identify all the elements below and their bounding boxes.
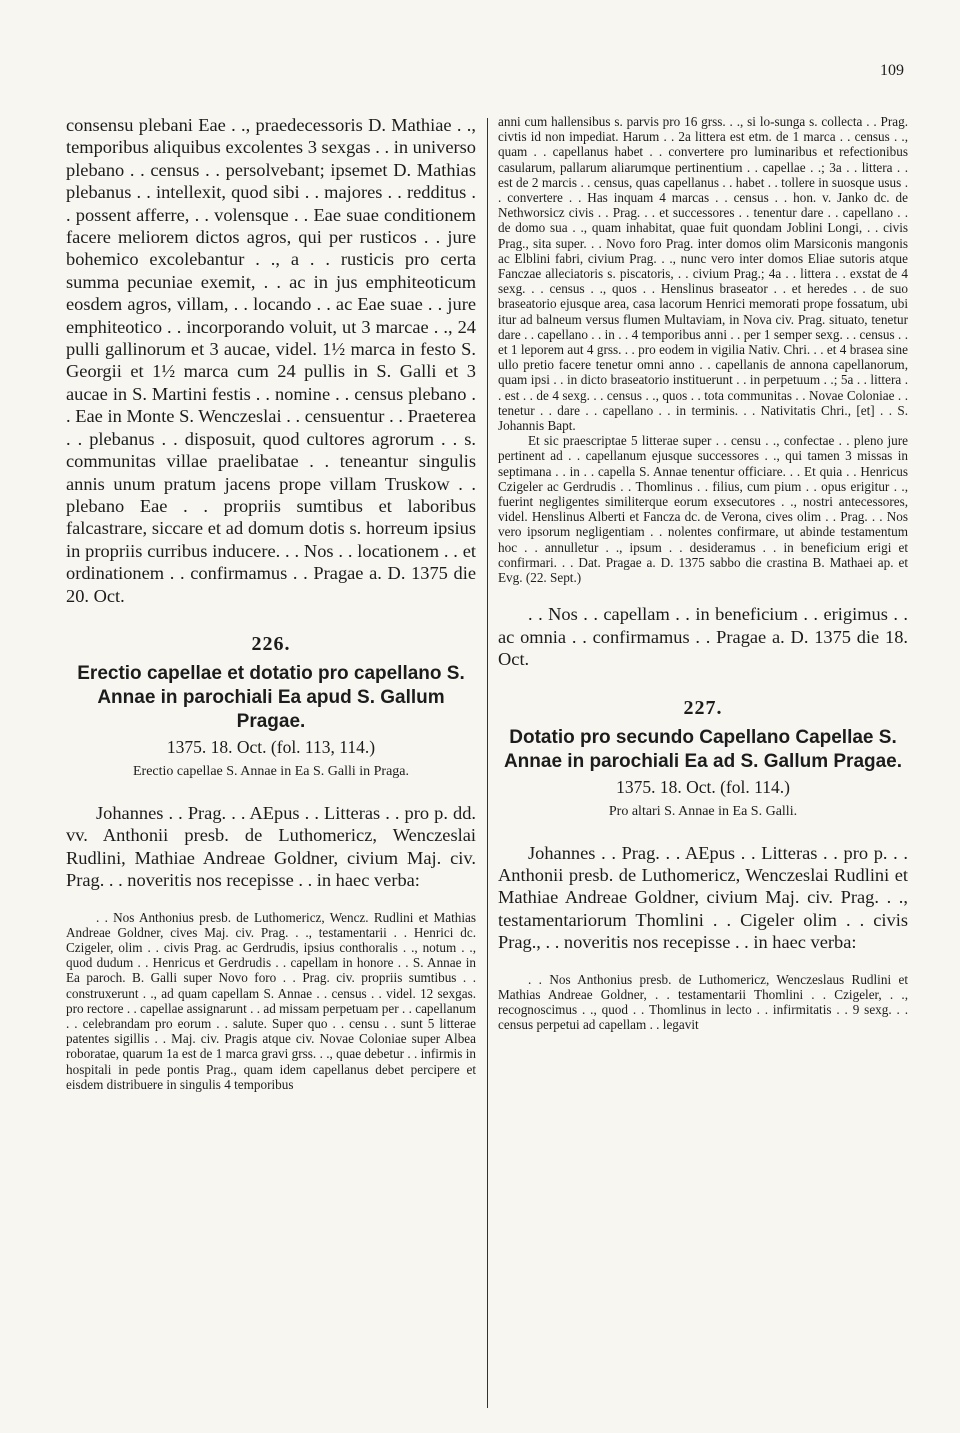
- column-divider: [487, 118, 488, 1408]
- inserted-charter-227: . . Nos Anthonius presb. de Luthomericz, Wenczeslaus Rudlini et Mathias Andreae Goldner, . . testamentarii Thomlini . . Czigeler, . ., recognoscimus . ., quod . . Thomlinus in lecto . . infirmitatis . . 9 sexg. . . census perpetui ad capellam . . legavit: [498, 971, 908, 1033]
- document-number-226: 226.: [251, 632, 291, 655]
- inserted-charter-close: Et sic praescriptae 5 litterae super . . censu . ., confectae . . pleno jure pertinent ad . . capellanum ejusque successores . ., qui tamen 3 missas in septimana . . in . . capella S. Annae tenentur officiare. . . Et quia . . Henricus Czigeler ac Gerdrudis . . Thomlinus . . filius, cum pium . . opus erigitur . ., fuerint negligentes similiterque eorum exsecutores . ., nostri antecessores, videl. Henslinus Alberti et Fancza dc. de Verona, cives olim . . Prag. . . Nos vero ipsorum negligentiam . . nolentes confirmare, ut abinde testamentum hoc . . annulletur . ., ipsum . . desideramus . . in beneficium erigi et confirmari. . . Dat. Pragae a. D. 1375 sabbo die crastina B. Mathaei ap. et Evg. (22. Sept.): [498, 433, 908, 586]
- left-column: [66, 114, 476, 1092]
- document-date-227: 1375. 18. Oct. (fol. 114.): [616, 776, 790, 797]
- right-column: [498, 114, 908, 1032]
- document-heading-227: Dotatio pro secundo Capellano Capellae S. Annae in parochiali Ea ad S. Gallum Pragae.: [503, 726, 903, 772]
- document-regest-227: Pro altari S. Annae in Ea S. Galli.: [608, 803, 798, 819]
- document-heading-226: Erectio capellae et dotatio pro capellano S. Annae in parochiali Ea apud S. Gallum Pragae.: [77, 662, 465, 732]
- document-intro-227: Johannes . . Prag. . . AEpus . . Litteras . . pro p. . . Anthonii presb. de Luthomericz, Wenczeslai Rudlini et Mathiae Andreae Goldner, civium Maj. civ. Prag. . ., testamentariorum Thomlini . . Cigeler olim . . civis Prag., . . noveritis nos recepisse . . in haec verba:: [498, 842, 908, 953]
- confirmation-text: . . Nos . . capellam . . in beneficium . . erigimus . . ac omnia . . confirmamus . . Pragae a. D. 1375 die 18. Oct.: [498, 604, 908, 670]
- continuation-text: consensu plebani Eae . ., praedecessoris D. Mathiae . ., temporibus aliquibus excolentes 3 sexgas . . in universo plebano . . census . . persolvebant; ipsemet D. Mathias plebanus . . intellexit, quod sibi . . majores . . redditus . . possent afferre, . . volensque . . Eae suae conditionem facere meliorem dictos agros, qui per rusticos . . jure bohemico excolebantur . ., a . . rusticis pro certa summa pecuniae exemit, . . ac in jus emphiteoticum eosdem agros, villam, . . locando . . ac Eae suae . . jure emphiteotico . . incorporando voluit, ut 3 marcae . ., 24 pulli gallinorum et 3 aucae, videl. 1½ marca in festo S. Georgii et 1½ marca cum 24 pullis in S. Galli et 3 aucae in S. Martini festis . . nomine . . census plebano . . Eae in Monte S. Wenczeslai . . censuentur . . Praeterea . . plebanus . . disposuit, quod cultores agrorum . . s. communitas villae praelibatae . . teneantur singulis annis unum pratum jacens prope villam Truskow . . plebano Eae . . propriis sumtibus et laboribus falcastrare, siccare et ad domum dotis s. horreum ipsius in propriis curribus inducere. . . Nos . . locationem . . et ordinationem . . confirmamus . . Pragae a. D. 1375 die 20. Oct.: [66, 115, 476, 606]
- document-regest-226: Erectio capellae S. Annae in Ea S. Galli in Praga.: [132, 763, 410, 779]
- inserted-charter-226: . . Nos Anthonius presb. de Luthomericz, Wencz. Rudlini et Mathias Andreae Goldner, cives Maj. civ. Prag. . ., testamentarii . . Henrici dc. Czigeler, olim . . civis Prag. ac Gerdrudis, ipsius conthoralis . ., notum . ., quod dudum . . Henricus et Gerdrudis . . capellam in honore . . S. Annae in Ea paroch. B. Galli super Novo foro . . Prag. civ. propriis sumtibus . . construxerunt . ., ad quam capellam S. Annae . . census . . videl. 12 sexgas. pro rectore . . capellae assignarunt . . ad missam perpetuam per . . capellanum . . celebrandam pro eorum . . salute. Super quo . . censu . . sunt 5 litterae patentes sigillis . . Maj. civ. Pragis atque civ. Novae Coloniae super Albea roboratae, quarum 1a est de 1 marca gravi grss. . ., quae debetur . . infirmis in hospitali in pede pontis Prag., quam idem capellanus debet percipere et eisdem distribuere in singulis 4 temporibus: [66, 909, 476, 1092]
- inserted-charter-continued: anni cum hallensibus s. parvis pro 16 grss. . ., si lo-sunga s. collecta . . Prag. civtis id non impediat. Harum . . 2a littera est etm. de 1 marca . . census . ., quam . . capellanus habet . . convertere pro luminaribus et refectionibus casularum, pallarum aliarumque pertinentium . . capellae . .; 3a . . littera . . est de 2 marcis . . census, quas capellanus . . habet . . tollere in suosque usus . . convertere . . Has inquam 4 marcas . . census . . hon. v. Janko dc. de Nethworsicz civis . . Prag. . . et successores . . tenentur dare . . capellano . . de domo sua . ., quam inhabitat, quae fuit quondam Joblini Longi, . . civis Prag., sita super. . . Novo foro Prag. inter domos olim Marsiconis mangonis ac Elblini fabri, civium Prag. . ., nunc vero inter domos Eliae sutoris atque Fanczae alleciatoris s. piscatoris, . . civium Prag.; 4a . . littera . . exstat de 4 sexg. . . census . ., quos . . Henslinus braseator . . et heredes . . de suo braseatorio ejusque area, casa lacorum Henrici memorati prope fossatum, ubi itur ad balneum versus flumen Multaviam, in Nova civ. Prag. situato, tenetur dare . . capellano . . in . . 4 temporibus anni . . per 1 semper sexg. . . census . . et 1 leporem aut 4 grss. . . pro eodem in vigilia Nativ. Chri. . . et 4 brasea sine ullo pretio facere tenetur omni anno . . capellanis de annona capellanorum, quam ipsi . . in dicto braseatorio instituerunt . . in perpetuum . .; 5a . . littera . . est . . de 4 sexg. . . census . ., quos . . tota communitas . . Novae Coloniae . . tenetur . . dare . . capellano . . in terminis. . . Nativitatis Chri., [et] . . S. Johannis Bapt.: [498, 114, 908, 434]
- document-number-227: 227.: [683, 696, 723, 719]
- document-intro-226: Johannes . . Prag. . . AEpus . . Litteras . . pro p. dd. vv. Anthonii presb. de Luthomericz, Wenczeslai Rudlini, Mathiae Andreae Goldner, civium Maj. civ. Prag. . . noveritis nos recepisse . . in haec verba:: [66, 802, 476, 891]
- document-date-226: 1375. 18. Oct. (fol. 113, 114.): [166, 736, 376, 757]
- page-number: 109: [880, 62, 904, 79]
